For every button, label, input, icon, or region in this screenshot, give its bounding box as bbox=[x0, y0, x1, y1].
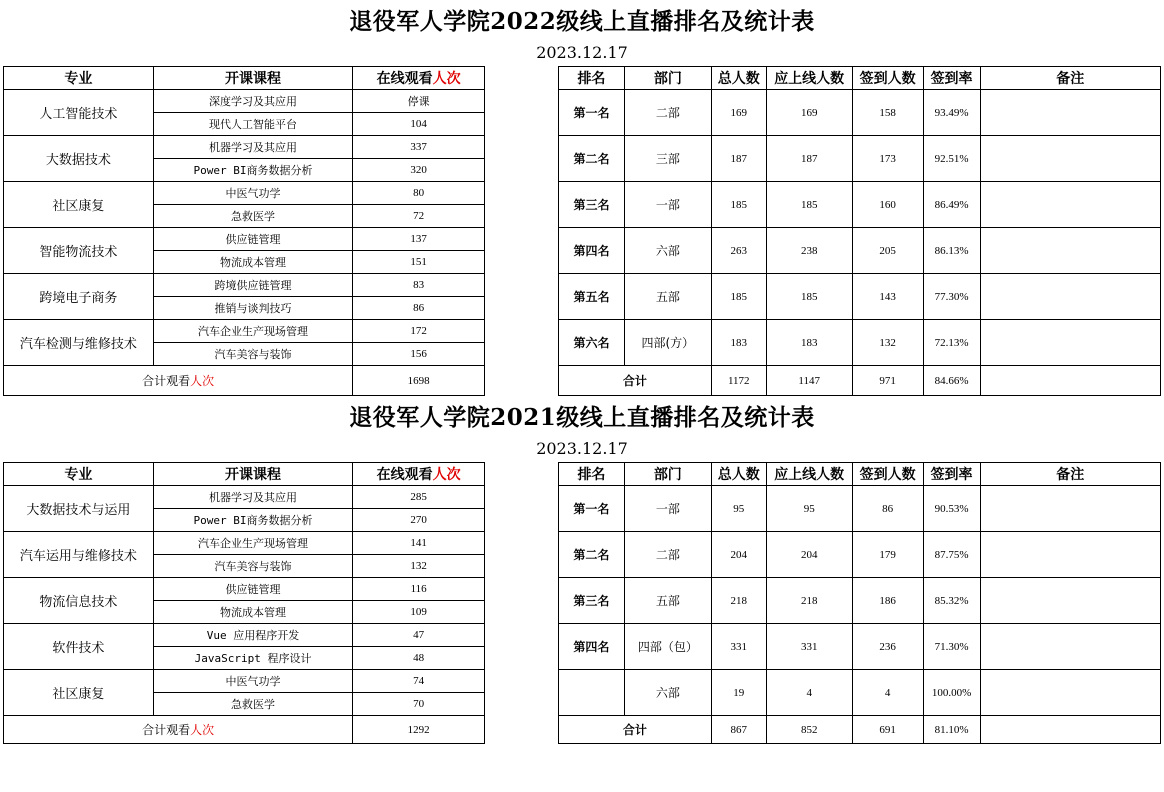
rank-row bbox=[559, 228, 1161, 274]
course-cell: 机器学习及其应用 bbox=[153, 136, 352, 159]
views-cell: 86 bbox=[353, 297, 485, 320]
ranking-table bbox=[558, 66, 1161, 396]
total-cell: 218 bbox=[711, 578, 766, 624]
rate-cell: 84.66% bbox=[923, 366, 980, 396]
header-signed: 签到人数 bbox=[852, 463, 923, 486]
expected-cell: 238 bbox=[766, 228, 852, 274]
header-expected: 应上线人数 bbox=[766, 67, 852, 90]
header-rank: 排名 bbox=[559, 463, 625, 486]
dept-cell: 六部 bbox=[624, 228, 711, 274]
signed-cell: 143 bbox=[852, 274, 923, 320]
rate-cell: 72.13% bbox=[923, 320, 980, 366]
note-cell bbox=[980, 228, 1160, 274]
course-cell: 汽车企业生产现场管理 bbox=[153, 532, 352, 555]
dept-cell: 一部 bbox=[624, 182, 711, 228]
rank-row bbox=[559, 532, 1161, 578]
rank-row bbox=[559, 624, 1161, 670]
course-cell: 推销与谈判技巧 bbox=[153, 297, 352, 320]
header-course: 开课课程 bbox=[153, 67, 352, 90]
note-cell bbox=[980, 716, 1160, 744]
views-cell: 104 bbox=[353, 113, 485, 136]
course-cell: 物流成本管理 bbox=[153, 601, 352, 624]
course-cell: 急救医学 bbox=[153, 205, 352, 228]
course-cell: 汽车美容与装饰 bbox=[153, 343, 352, 366]
rank-cell: 第二名 bbox=[559, 532, 625, 578]
rank-row bbox=[559, 90, 1161, 136]
rate-cell: 92.51% bbox=[923, 136, 980, 182]
major-cell: 社区康复 bbox=[4, 182, 154, 228]
course-views-table bbox=[3, 66, 485, 396]
rank-cell: 第四名 bbox=[559, 228, 625, 274]
rank-cell: 第二名 bbox=[559, 136, 625, 182]
rate-cell: 77.30% bbox=[923, 274, 980, 320]
header-views: 在线观看人次 bbox=[353, 463, 485, 486]
dept-cell: 二部 bbox=[624, 532, 711, 578]
major-cell: 物流信息技术 bbox=[4, 578, 154, 624]
rate-cell: 86.49% bbox=[923, 182, 980, 228]
dept-cell: 二部 bbox=[624, 90, 711, 136]
rate-cell: 90.53% bbox=[923, 486, 980, 532]
dept-cell: 一部 bbox=[624, 486, 711, 532]
total-cell: 204 bbox=[711, 532, 766, 578]
rank-row bbox=[559, 320, 1161, 366]
course-cell: 物流成本管理 bbox=[153, 251, 352, 274]
course-cell: 汽车美容与装饰 bbox=[153, 555, 352, 578]
signed-cell: 86 bbox=[852, 486, 923, 532]
major-cell: 跨境电子商务 bbox=[4, 274, 154, 320]
course-views-table bbox=[3, 462, 485, 744]
views-cell: 80 bbox=[353, 182, 485, 205]
expected-cell: 183 bbox=[766, 320, 852, 366]
views-cell: 72 bbox=[353, 205, 485, 228]
rank-row bbox=[559, 136, 1161, 182]
dept-cell: 四部(方） bbox=[624, 320, 711, 366]
views-cell: 156 bbox=[353, 343, 485, 366]
signed-cell: 236 bbox=[852, 624, 923, 670]
table-block-2022 bbox=[3, 4, 1161, 396]
table-block-2021 bbox=[3, 400, 1161, 792]
rate-cell: 81.10% bbox=[923, 716, 980, 744]
note-cell bbox=[980, 486, 1160, 532]
views-cell: 172 bbox=[353, 320, 485, 343]
rank-cell bbox=[559, 670, 625, 716]
total-cell: 331 bbox=[711, 624, 766, 670]
header-note: 备注 bbox=[980, 67, 1160, 90]
major-cell: 汽车运用与维修技术 bbox=[4, 532, 154, 578]
rank-row bbox=[559, 486, 1161, 532]
signed-cell: 4 bbox=[852, 670, 923, 716]
rank-cell: 第三名 bbox=[559, 578, 625, 624]
expected-cell: 187 bbox=[766, 136, 852, 182]
header-rate: 签到率 bbox=[923, 463, 980, 486]
rank-cell: 第一名 bbox=[559, 90, 625, 136]
major-cell: 智能物流技术 bbox=[4, 228, 154, 274]
course-cell: 汽车企业生产现场管理 bbox=[153, 320, 352, 343]
header-major: 专业 bbox=[4, 463, 154, 486]
dept-cell: 五部 bbox=[624, 274, 711, 320]
total-cell: 263 bbox=[711, 228, 766, 274]
header-rate: 签到率 bbox=[923, 67, 980, 90]
signed-cell: 132 bbox=[852, 320, 923, 366]
signed-cell: 158 bbox=[852, 90, 923, 136]
major-cell: 软件技术 bbox=[4, 624, 154, 670]
header-course: 开课课程 bbox=[153, 463, 352, 486]
dept-cell: 三部 bbox=[624, 136, 711, 182]
course-cell: 急救医学 bbox=[153, 693, 352, 716]
views-cell: 74 bbox=[353, 670, 485, 693]
major-cell: 大数据技术 bbox=[4, 136, 154, 182]
dept-cell: 六部 bbox=[624, 670, 711, 716]
block-date: 2023.12.17 bbox=[536, 43, 628, 62]
views-cell: 141 bbox=[353, 532, 485, 555]
total-cell: 169 bbox=[711, 90, 766, 136]
note-cell bbox=[980, 182, 1160, 228]
views-cell: 285 bbox=[353, 486, 485, 509]
expected-cell: 218 bbox=[766, 578, 852, 624]
course-cell: JavaScript 程序设计 bbox=[153, 647, 352, 670]
rank-row bbox=[559, 578, 1161, 624]
rank-row bbox=[559, 670, 1161, 716]
signed-cell: 179 bbox=[852, 532, 923, 578]
views-cell: 48 bbox=[353, 647, 485, 670]
header-dept: 部门 bbox=[624, 463, 711, 486]
course-cell: 机器学习及其应用 bbox=[153, 486, 352, 509]
major-cell: 大数据技术与运用 bbox=[4, 486, 154, 532]
header-rank: 排名 bbox=[559, 67, 625, 90]
views-cell: 151 bbox=[353, 251, 485, 274]
expected-cell: 1147 bbox=[766, 366, 852, 396]
rate-cell: 93.49% bbox=[923, 90, 980, 136]
signed-cell: 186 bbox=[852, 578, 923, 624]
course-cell: 中医气功学 bbox=[153, 182, 352, 205]
course-cell: 中医气功学 bbox=[153, 670, 352, 693]
signed-cell: 173 bbox=[852, 136, 923, 182]
header-note: 备注 bbox=[980, 463, 1160, 486]
total-cell: 183 bbox=[711, 320, 766, 366]
total-cell: 867 bbox=[711, 716, 766, 744]
expected-cell: 852 bbox=[766, 716, 852, 744]
course-cell: 现代人工智能平台 bbox=[153, 113, 352, 136]
header-signed: 签到人数 bbox=[852, 67, 923, 90]
rank-row bbox=[559, 274, 1161, 320]
note-cell bbox=[980, 578, 1160, 624]
total-row bbox=[559, 716, 1161, 744]
total-views-value: 1698 bbox=[353, 366, 485, 396]
total-label: 合计 bbox=[559, 716, 712, 744]
views-cell: 270 bbox=[353, 509, 485, 532]
total-views-value: 1292 bbox=[353, 716, 485, 744]
total-cell: 185 bbox=[711, 182, 766, 228]
views-cell: 83 bbox=[353, 274, 485, 297]
note-cell bbox=[980, 90, 1160, 136]
total-cell: 19 bbox=[711, 670, 766, 716]
note-cell bbox=[980, 136, 1160, 182]
ranking-table bbox=[558, 462, 1161, 744]
rate-cell: 100.00% bbox=[923, 670, 980, 716]
course-cell: 深度学习及其应用 bbox=[153, 90, 352, 113]
signed-cell: 160 bbox=[852, 182, 923, 228]
signed-cell: 205 bbox=[852, 228, 923, 274]
block-title: 退役军人学院2021级线上直播排名及统计表 bbox=[349, 404, 815, 431]
header-dept: 部门 bbox=[624, 67, 711, 90]
header-total: 总人数 bbox=[711, 67, 766, 90]
header-views: 在线观看人次 bbox=[353, 67, 485, 90]
views-cell: 337 bbox=[353, 136, 485, 159]
note-cell bbox=[980, 320, 1160, 366]
rank-cell: 第六名 bbox=[559, 320, 625, 366]
total-cell: 95 bbox=[711, 486, 766, 532]
course-cell: Vue 应用程序开发 bbox=[153, 624, 352, 647]
expected-cell: 95 bbox=[766, 486, 852, 532]
views-cell: 停课 bbox=[353, 90, 485, 113]
total-views-label: 合计观看人次 bbox=[4, 716, 353, 744]
rank-cell: 第三名 bbox=[559, 182, 625, 228]
total-cell: 187 bbox=[711, 136, 766, 182]
dept-cell: 五部 bbox=[624, 578, 711, 624]
signed-cell: 971 bbox=[852, 366, 923, 396]
expected-cell: 185 bbox=[766, 182, 852, 228]
block-title: 退役军人学院2022级线上直播排名及统计表 bbox=[349, 8, 815, 35]
course-cell: 跨境供应链管理 bbox=[153, 274, 352, 297]
total-views-label: 合计观看人次 bbox=[4, 366, 353, 396]
major-cell: 汽车检测与维修技术 bbox=[4, 320, 154, 366]
rate-cell: 86.13% bbox=[923, 228, 980, 274]
views-cell: 47 bbox=[353, 624, 485, 647]
views-cell: 132 bbox=[353, 555, 485, 578]
rate-cell: 87.75% bbox=[923, 532, 980, 578]
note-cell bbox=[980, 274, 1160, 320]
rank-cell: 第五名 bbox=[559, 274, 625, 320]
course-cell: Power BI商务数据分析 bbox=[153, 159, 352, 182]
views-cell: 320 bbox=[353, 159, 485, 182]
views-cell: 70 bbox=[353, 693, 485, 716]
views-cell: 116 bbox=[353, 578, 485, 601]
course-cell: 供应链管理 bbox=[153, 228, 352, 251]
header-total: 总人数 bbox=[711, 463, 766, 486]
note-cell bbox=[980, 532, 1160, 578]
major-cell: 社区康复 bbox=[4, 670, 154, 716]
header-major: 专业 bbox=[4, 67, 154, 90]
header-expected: 应上线人数 bbox=[766, 463, 852, 486]
block-date: 2023.12.17 bbox=[536, 439, 628, 458]
views-cell: 137 bbox=[353, 228, 485, 251]
total-cell: 185 bbox=[711, 274, 766, 320]
rank-cell: 第一名 bbox=[559, 486, 625, 532]
rate-cell: 71.30% bbox=[923, 624, 980, 670]
dept-cell: 四部（包） bbox=[624, 624, 711, 670]
rank-row bbox=[559, 182, 1161, 228]
note-cell bbox=[980, 624, 1160, 670]
rank-cell: 第四名 bbox=[559, 624, 625, 670]
course-cell: Power BI商务数据分析 bbox=[153, 509, 352, 532]
note-cell bbox=[980, 670, 1160, 716]
expected-cell: 331 bbox=[766, 624, 852, 670]
major-cell: 人工智能技术 bbox=[4, 90, 154, 136]
course-cell: 供应链管理 bbox=[153, 578, 352, 601]
note-cell bbox=[980, 366, 1160, 396]
total-label: 合计 bbox=[559, 366, 712, 396]
expected-cell: 185 bbox=[766, 274, 852, 320]
expected-cell: 4 bbox=[766, 670, 852, 716]
expected-cell: 169 bbox=[766, 90, 852, 136]
total-cell: 1172 bbox=[711, 366, 766, 396]
views-cell: 109 bbox=[353, 601, 485, 624]
total-row bbox=[559, 366, 1161, 396]
rate-cell: 85.32% bbox=[923, 578, 980, 624]
expected-cell: 204 bbox=[766, 532, 852, 578]
signed-cell: 691 bbox=[852, 716, 923, 744]
